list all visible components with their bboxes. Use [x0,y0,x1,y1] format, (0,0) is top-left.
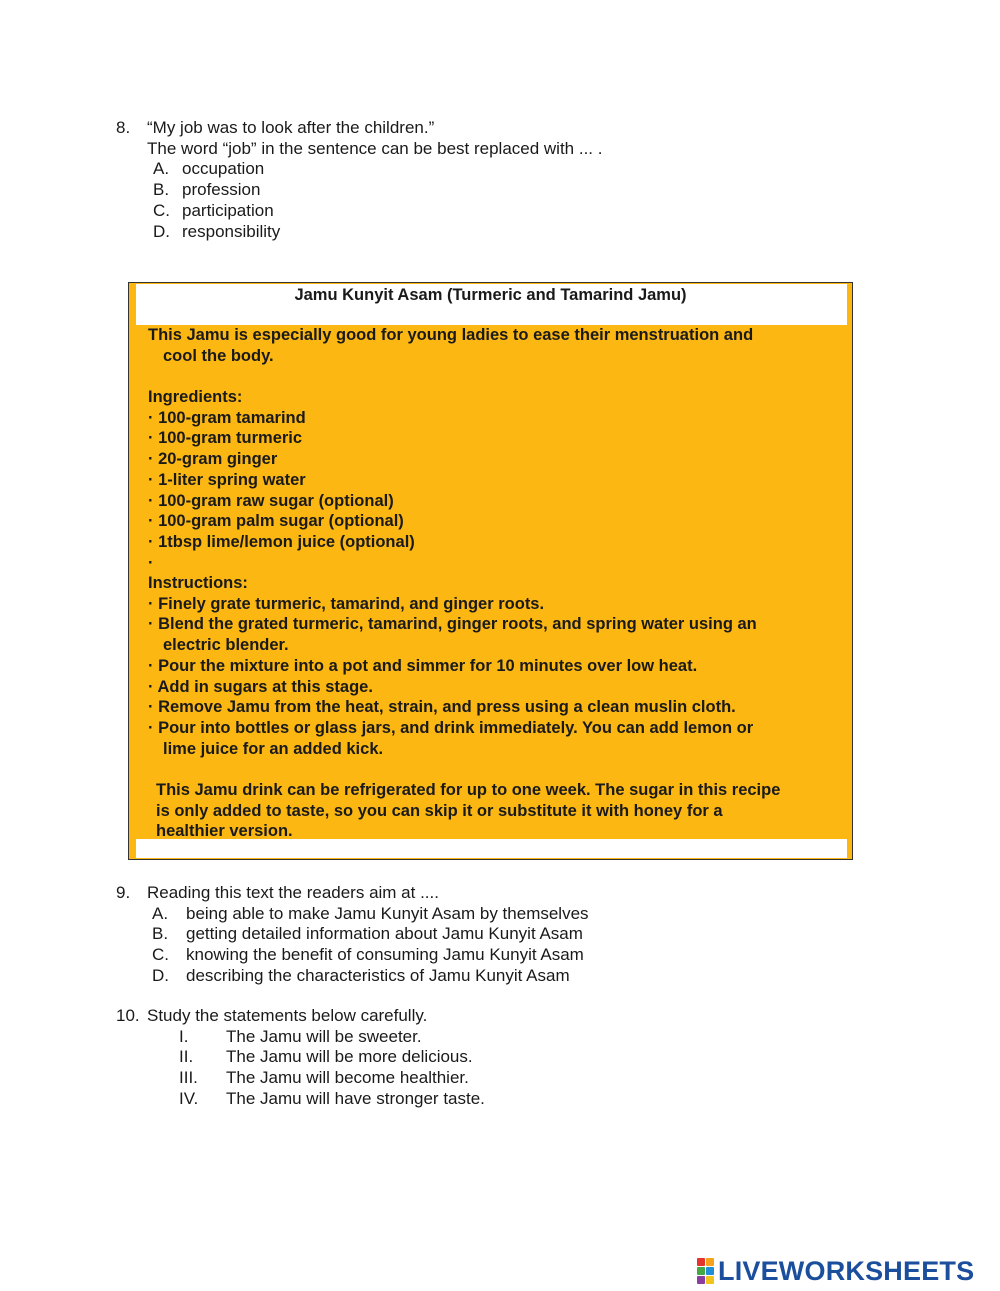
recipe-intro-line-1: This Jamu is especially good for young ladies to ease their menstruation and [148,326,754,344]
instructions-heading: Instructions: [148,574,248,592]
question-quote: “My job was to look after the children.” [147,118,435,137]
ingredient-item: · 1tbsp lime/lemon juice (optional) [148,532,415,551]
ingredient-item: · [148,553,154,572]
option-letter: A. [152,903,169,923]
option-letter: B. [153,180,170,200]
recipe-box [128,282,853,860]
ingredient-item: · 100-gram turmeric [148,429,303,448]
instruction-item: · Pour into bottles or glass jars, and drink immediately. You can add lemon or [148,718,754,737]
option-letter: C. [153,200,170,220]
statement-text: The Jamu will be sweeter. [226,1026,422,1046]
option-letter: D. [152,965,169,985]
instruction-item: · Add in sugars at this stage. [148,677,373,696]
logo-blocks-icon [697,1258,714,1284]
option-text: responsibility [182,221,281,241]
ingredient-item: · 1-liter spring water [148,470,306,489]
option-text: profession [182,180,261,200]
option-text: getting detailed information about Jamu Kunyit Asam [186,924,583,944]
recipe-note-line-1: This Jamu drink can be refrigerated for up to one week. The sugar in this recipe [156,781,781,799]
question-prompt: Study the statements below carefully. [147,1006,428,1025]
instruction-item: · Pour the mixture into a pot and simmer for 10 minutes over low heat. [148,656,698,675]
question-prompt: The word “job” in the sentence can be best replaced with ... . [147,138,603,158]
statement-text: The Jamu will become healthier. [226,1068,469,1088]
option-text: participation [182,200,274,220]
logo-text: LIVEWORKSHEETS [718,1255,975,1286]
statement-numeral: I. [179,1026,189,1046]
option-text: knowing the benefit of consuming Jamu Kunyit Asam [186,945,584,965]
question-number: 10. [116,1006,140,1025]
statement-numeral: II. [179,1047,194,1067]
question-number: 9. [116,883,131,902]
instruction-item: · Finely grate turmeric, tamarind, and ginger roots. [148,594,545,613]
option-letter: A. [153,159,170,179]
statement-numeral: IV. [179,1088,199,1108]
ingredient-item: · 20-gram ginger [148,450,278,469]
question-number: 8. [116,118,131,137]
liveworksheets-logo [697,1257,974,1285]
instruction-item-continued: electric blender. [163,636,289,655]
recipe-note-line-3: healthier version. [156,822,293,841]
instruction-item: · Blend the grated turmeric, tamarind, ginger roots, and spring water using an [148,615,757,634]
recipe-note-line-2: is only added to taste, so you can skip it or substitute it with honey for a [156,801,723,820]
instruction-item: · Remove Jamu from the heat, strain, and press using a clean muslin cloth. [148,698,736,717]
ingredients-heading: Ingredients: [148,388,243,406]
question-prompt: Reading this text the readers aim at .... [147,883,439,902]
option-text: describing the characteristics of Jamu Kunyit Asam [186,965,570,985]
statement-text: The Jamu will be more delicious. [226,1047,473,1067]
recipe-intro-line-2: cool the body. [163,346,274,365]
option-text: being able to make Jamu Kunyit Asam by themselves [186,903,589,923]
option-text: occupation [182,159,265,179]
option-letter: D. [153,221,170,241]
option-letter: C. [152,945,169,965]
statement-text: The Jamu will have stronger taste. [226,1088,485,1108]
ingredient-item: · 100-gram palm sugar (optional) [148,512,404,531]
option-letter: B. [152,924,169,944]
ingredient-item: · 100-gram tamarind [148,408,306,427]
ingredient-item: · 100-gram raw sugar (optional) [148,491,394,510]
statement-numeral: III. [179,1068,198,1088]
instruction-item-continued: lime juice for an added kick. [163,739,384,758]
recipe-title: Jamu Kunyit Asam (Turmeric and Tamarind Jamu) [294,286,687,304]
